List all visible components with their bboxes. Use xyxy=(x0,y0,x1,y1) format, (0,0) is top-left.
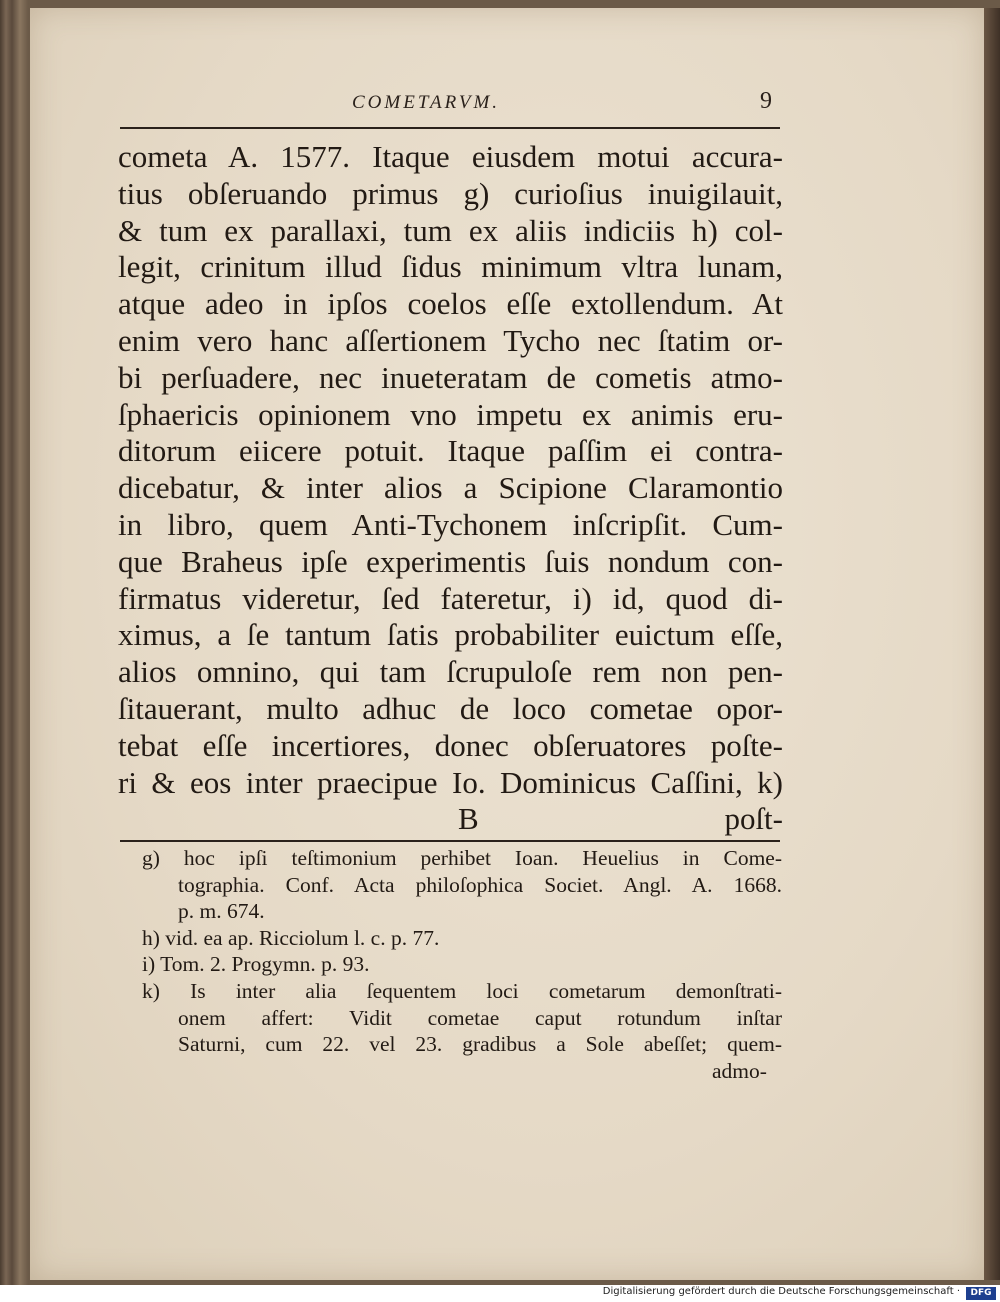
text-line: que Braheus ipſe experimentis ſuis nondum con- xyxy=(118,543,783,579)
text-line: & tum ex parallaxi, tum ex aliis indiciis h) col- xyxy=(118,212,783,248)
text-line: bi perſuadere, nec inueteratam de cometis atmo- xyxy=(118,359,783,395)
text-line: cometa A. 1577. Itaque eiusdem motui accura- xyxy=(118,139,783,174)
text-line: ditorum eiicere potuit. Itaque paſſim ei contra- xyxy=(118,433,783,469)
text-line: ri & eos inter praecipue Io. Dominicus Caſſini, k) xyxy=(118,764,783,800)
text-line: alios omnino, qui tam ſcrupuloſe rem non pen- xyxy=(118,654,783,690)
digitization-credit: Digitalisierung gefördert durch die Deutsche Forschungsgemeinschaft · xyxy=(602,1286,960,1297)
header-rule xyxy=(120,127,780,129)
page-header xyxy=(120,88,780,122)
signature-mark: B xyxy=(458,801,479,837)
footnote-line: Saturni, cum 22. vel 23. gradibus a Sole abeſſet; quem- xyxy=(178,1032,782,1057)
footer-bar xyxy=(0,1285,1000,1302)
footnote-line: k) Is inter alia ſequentem loci cometarum demonſtrati- xyxy=(142,978,782,1003)
footnote-line: tographia. Conf. Acta philoſophica Societ. Angl. A. 1668. xyxy=(178,872,782,897)
text-line: atque adeo in ipſos coelos eſſe extollendum. At xyxy=(118,286,783,322)
footnote-catchword: admo- xyxy=(712,1058,767,1083)
footnote-line: p. m. 674. xyxy=(178,899,265,924)
text-line: in libro, quem Anti-Tychonem inſcripſit. Cum- xyxy=(118,506,783,542)
text-line: dicebatur, & inter alios a Scipione Claramontio xyxy=(118,470,783,506)
dfg-logo-icon[interactable]: DFG xyxy=(966,1287,996,1300)
footnote-rule xyxy=(120,840,780,842)
footnote-line: onem affert: Vidit cometae caput rotundum inſtar xyxy=(178,1005,782,1030)
text-line: enim vero hanc aſſertionem Tycho nec ſtatim or- xyxy=(118,322,783,358)
page-edge xyxy=(984,8,1000,1280)
text-line: firmatus videretur, ſed fateretur, i) id, quod di- xyxy=(118,580,783,616)
footnotes xyxy=(142,845,782,1084)
page-number: 9 xyxy=(760,88,772,114)
text-line: legit, crinitum illud ſidus minimum vltra lunam, xyxy=(118,249,783,285)
catchword: poſt- xyxy=(724,801,783,837)
text-line: ſitauerant, multo adhuc de loco cometae opor- xyxy=(118,690,783,726)
catchword-line xyxy=(118,801,783,838)
footnote-line: h) vid. ea ap. Ricciolum l. c. p. 77. xyxy=(142,925,440,950)
text-line: tius obſeruando primus g) curioſius inuigilauit, xyxy=(118,175,783,211)
text-line: ximus, a ſe tantum ſatis probabiliter euictum eſſe, xyxy=(118,617,783,653)
footnote-line: g) hoc ipſi teſtimonium perhibet Ioan. Heuelius in Come- xyxy=(142,846,782,870)
text-line: ſphaericis opinionem vno impetu ex animis eru- xyxy=(118,396,783,432)
text-line: tebat eſſe incertiores, donec obſeruatores poſte- xyxy=(118,727,783,763)
footnote-line: i) Tom. 2. Progymn. p. 93. xyxy=(142,952,370,977)
running-head: COMETARVM. xyxy=(352,92,501,113)
main-text xyxy=(118,139,783,838)
